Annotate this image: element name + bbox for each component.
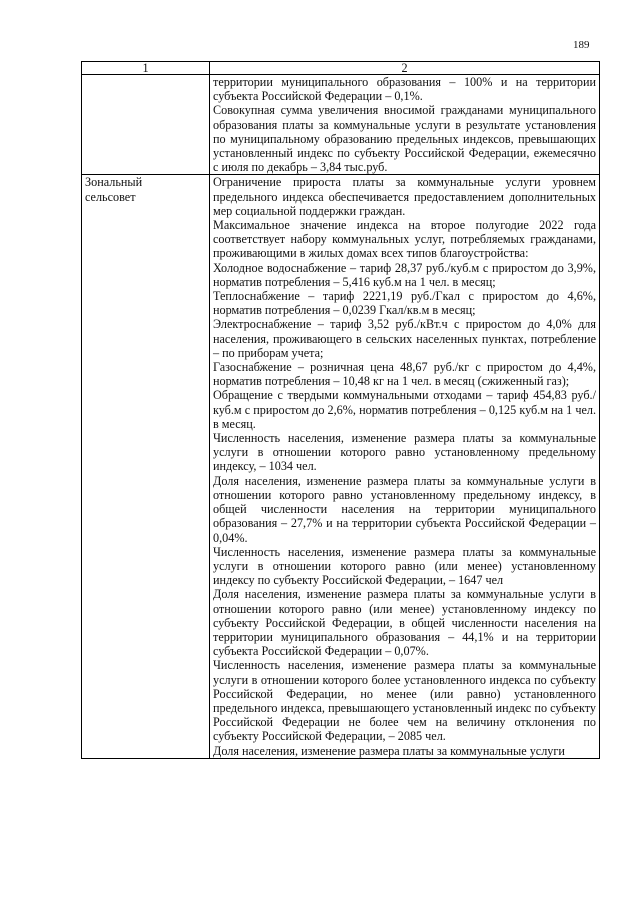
description-paragraph: Обращение с твердыми коммунальными отходами – тариф 454,83 руб./куб.м с приростом до 2,6%, норматив потребления – 0,125 куб.м на 1 чел. в месяц. <box>213 388 596 431</box>
description-cell <box>210 75 600 175</box>
description-paragraph: Холодное водоснабжение – тариф 28,37 руб./куб.м с приростом до 3,9%, норматив потребления – 5,416 куб.м на 1 чел. в месяц; <box>213 260 596 289</box>
page-number: 189 <box>573 39 590 51</box>
region-name-line: Зональный <box>85 175 143 190</box>
description-paragraph: Численность населения, изменение размера платы за коммунальные услуги в отношении которого более установленного индекса по субъекту Российской Федерации, но менее (или равно) установленного предельного индекса, превышающего установленный индекс по субъекту Российской Федерации не более чем на величину отклонения по субъекту Российской Федерации, – 2085 чел. <box>213 658 596 744</box>
description-paragraph: Совокупная сумма увеличения вносимой гражданами муниципального образования платы за коммунальные услуги в результате установления по муниципальному образованию предельных индексов, превышающих установленный индекс по субъекту Российской Федерации, ежемесячно с июля по декабрь – 3,84 тыс.руб. <box>213 103 596 175</box>
table-header-row <box>82 62 600 75</box>
description-paragraph: Газоснабжение – розничная цена 48,67 руб./кг с приростом до 4,4%, норматив потребления – 10,48 кг на 1 чел. в месяц (сжиженный газ); <box>213 360 596 389</box>
description-paragraph: Доля населения, изменение размера платы за коммунальные услуги в отношении которого равно установленному предельному индексу, в общей численности населения на территории муниципального образования – 27,7% и на территории субъекта Российской Федерации – 0,04%. <box>213 473 596 545</box>
region-cell <box>82 75 210 175</box>
region-cell <box>82 175 210 758</box>
tariff-table <box>81 61 600 759</box>
table-row <box>82 175 600 758</box>
description-paragraph: Ограничение прироста платы за коммунальные услуги уровнем предельного индекса обеспечивается предоставлением дополнительных мер социальной поддержки граждан. <box>213 175 596 218</box>
description-paragraph: Численность населения, изменение размера платы за коммунальные услуги в отношении которого равно (или менее) установленному индексу по субъекту Российской Федерации, – 1647 чел <box>213 544 596 588</box>
column-header-2: 2 <box>210 62 600 75</box>
description-paragraph: Электроснабжение – тариф 3,52 руб./кВт.ч с приростом до 4,0% для населения, проживающего в сельских населенных пунктах, потребление – по приборам учета; <box>213 317 596 360</box>
table-row <box>82 75 600 175</box>
description-cell <box>210 175 600 758</box>
column-header-1: 1 <box>82 62 210 75</box>
description-paragraph: Теплоснабжение – тариф 2221,19 руб./Гкал с приростом до 4,6%, норматив потребления – 0,0239 Гкал/кв.м в месяц; <box>213 289 596 318</box>
region-name-line: сельсовет <box>85 189 136 204</box>
description-paragraph: территории муниципального образования – 100% и на территории субъекта Российской Федерации – 0,1%. <box>213 75 596 104</box>
description-paragraph: Доля населения, изменение размера платы за коммунальные услуги <box>213 743 565 758</box>
description-paragraph: Доля населения, изменение размера платы за коммунальные услуги в отношении которого равно (или менее) установленному индексу по субъекту Российской Федерации, в общей численности населения на территории муниципального образования – 44,1% и на территории субъекта Российской Федерации – 0,07%. <box>213 587 596 659</box>
description-paragraph: Максимальное значение индекса на второе полугодие 2022 года соответствует набору коммунальных услуг, потребляемых гражданами, проживающими в жилых домах всех типов благоустройства: <box>213 218 596 261</box>
description-paragraph: Численность населения, изменение размера платы за коммунальные услуги в отношении которого равно установленному предельному индексу, – 1034 чел. <box>213 431 596 474</box>
